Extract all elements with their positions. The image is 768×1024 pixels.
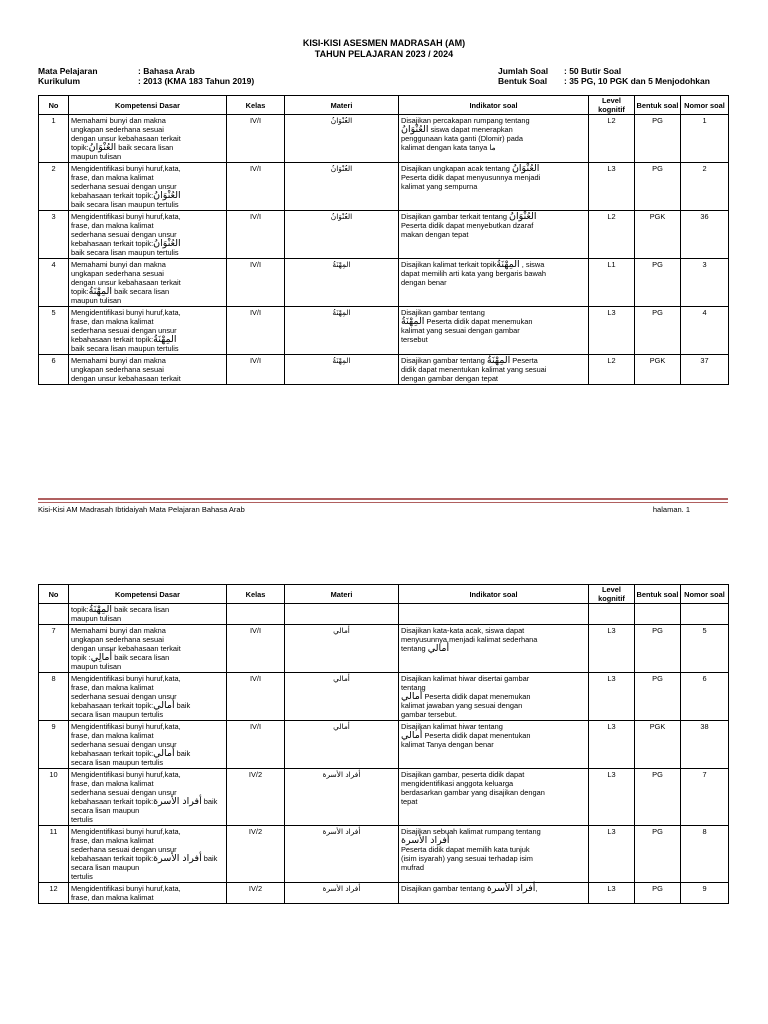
kompetensi-dasar-cell [69, 307, 227, 355]
row-number: 9 [39, 721, 69, 769]
indikator-text-end: Peserta didik dapat menyebutkan dzaraf makan dengan tepat [401, 221, 534, 239]
indikator-text: Disajikan gambar, peserta didik dapat mengidentifikasi anggota keluarga berdasarkan gambar yang disajikan dengan tepat [401, 770, 545, 806]
kelas-cell: IV/2 [227, 769, 285, 826]
level-cell: L2 [589, 115, 635, 163]
footer-rule-thin [38, 502, 728, 503]
jumlah-label: Jumlah Soal [498, 66, 549, 76]
indikator-cell [399, 355, 589, 385]
table-row [39, 625, 729, 673]
table-row [39, 211, 729, 259]
indikator-text-end: , [535, 884, 538, 893]
bentuk-cell: PG [635, 625, 681, 673]
kelas-cell: IV/I [227, 721, 285, 769]
level-cell: L3 [589, 625, 635, 673]
kompetensi-dasar-cell [69, 259, 227, 307]
kompetensi-dasar-cell [69, 769, 227, 826]
nomor-cell: 1 [681, 115, 729, 163]
materi-cell: أفراد الأسرة [285, 826, 399, 883]
col-kd-header: Kompetensi Dasar [69, 585, 227, 604]
materi-cell: أمالي [285, 721, 399, 769]
materi-cell: العُنْوَانُ [285, 211, 399, 259]
indikator-text: Disajikan sebuah kalimat rumpang tentang [401, 827, 541, 836]
kelas-cell: IV/I [227, 625, 285, 673]
kd-text: topik: [71, 605, 89, 614]
indikator-text: Disajikan gambar tentang [401, 884, 487, 893]
row-number: 12 [39, 883, 69, 904]
indikator-arabic-topic: أفراد الأسرة [486, 883, 536, 894]
bentuk-cell: PGK [635, 721, 681, 769]
materi-cell: المِهْنَةُ [285, 355, 399, 385]
table-header-row [39, 96, 729, 115]
kelas-cell: IV/2 [227, 826, 285, 883]
nomor-cell [681, 604, 729, 625]
level-cell: L3 [589, 721, 635, 769]
bentuk-cell: PG [635, 115, 681, 163]
indikator-arabic-topic: المِهْنَةُ [486, 355, 511, 366]
mapel-label: Mata Pelajaran [38, 66, 98, 76]
indikator-cell [399, 769, 589, 826]
bentuk-cell: PGK [635, 355, 681, 385]
level-cell: L3 [589, 307, 635, 355]
jumlah-value: : 50 Butir Soal [564, 66, 622, 76]
indikator-text: Disajikan gambar terkait tentang [401, 212, 510, 221]
indikator-arabic-topic: المِهْنَةُ [496, 259, 520, 270]
nomor-cell: 3 [681, 259, 729, 307]
bentuk-cell: PGK [635, 211, 681, 259]
kd-text: Memahami bunyi dan makna ungkapan sederhana sesuai dengan unsur kebahasaan terkait topik: [71, 260, 181, 296]
level-cell: L3 [589, 673, 635, 721]
col-nomor-header: Nomor soal [681, 585, 729, 604]
nomor-cell: 5 [681, 625, 729, 673]
bentuk-label: Bentuk Soal [498, 76, 548, 86]
indikator-text-end: Peserta didik dapat menyusunnya menjadi kalimat yang sempurna [401, 173, 541, 191]
level-cell: L2 [589, 355, 635, 385]
kelas-cell [227, 604, 285, 625]
kompetensi-dasar-cell [69, 211, 227, 259]
kd-text: Mengidentifikasi bunyi huruf,kata, frase, dan makna kalimat sederhana sesuai dengan unsur kebahasaan terkait topik: [71, 827, 181, 863]
kd-tail-text: baik secara lisan maupun tertulis [71, 701, 191, 719]
nomor-cell: 36 [681, 211, 729, 259]
materi-cell: المِهْنَةُ [285, 307, 399, 355]
kd-text: Memahami bunyi dan makna ungkapan sederhana sesuai dengan unsur kebahasaan terkait topik: [71, 116, 181, 152]
indikator-text-end: Peserta didik dapat menemukan kalimat jawaban yang sesuai dengan gambar tersebut. [401, 692, 531, 719]
col-nomor-header: Nomor soal [681, 96, 729, 115]
kd-text: Mengidentifikasi bunyi huruf,kata, frase, dan makna kalimat sederhana sesuai dengan unsur kebahasaan terkait topik: [71, 164, 181, 200]
table-row [39, 307, 729, 355]
indikator-cell [399, 163, 589, 211]
col-kelas-header: Kelas [227, 585, 285, 604]
bentuk-value: : 35 PG, 10 PGK dan 5 Menjodohkan [564, 76, 710, 86]
materi-cell: أمالي [285, 625, 399, 673]
kompetensi-dasar-cell [69, 604, 227, 625]
table-row [39, 163, 729, 211]
kelas-cell: IV/I [227, 673, 285, 721]
col-bentuk-header: Bentuk soal [635, 96, 681, 115]
kd-arabic-topic: المِهْنَةُ [88, 604, 113, 615]
bentuk-cell [635, 604, 681, 625]
level-cell [589, 604, 635, 625]
kd-tail-text: baik secara lisan maupun tertulis [71, 200, 179, 209]
kd-tail-text: baik secara lisan maupun tertulis [71, 797, 218, 824]
row-number: 8 [39, 673, 69, 721]
indikator-text: Disajikan kata-kata acak, siswa dapat menyusunnya menjadi kalimat sederhana tentang [401, 626, 538, 653]
level-cell: L3 [589, 163, 635, 211]
materi-cell: أفراد الأسرة [285, 769, 399, 826]
kd-tail-text: baik secara lisan maupun tulisan [71, 653, 170, 671]
kisi-table-1 [38, 95, 729, 385]
indikator-text: Disajikan percakapan rumpang tentang [401, 116, 530, 125]
meta-right [498, 66, 710, 86]
kd-tail-text: baik secara lisan maupun tertulis [71, 248, 179, 257]
kd-tail-text: baik secara lisan maupun tulisan [71, 287, 170, 305]
kd-tail-text: baik secara lisan maupun tertulis [71, 749, 191, 767]
kd-tail-text: baik secara lisan maupun tertulis [71, 854, 218, 881]
table-header-row [39, 585, 729, 604]
table-row [39, 604, 729, 625]
kd-text: Mengidentifikasi bunyi huruf,kata, frase, dan makna kalimat sederhana sesuai dengan unsur kebahasaan terkait topik: [71, 722, 181, 758]
kd-text: Memahami bunyi dan makna ungkapan sederhana sesuai dengan unsur kebahasaan terkait topik : [71, 626, 181, 662]
kelas-cell: IV/I [227, 163, 285, 211]
indikator-cell [399, 211, 589, 259]
document-title [0, 38, 768, 60]
kd-arabic-topic: أمالي [153, 748, 175, 759]
col-bentuk-header: Bentuk soal [635, 585, 681, 604]
kd-arabic-topic: العُنْوَانُ [153, 238, 181, 249]
kompetensi-dasar-cell [69, 163, 227, 211]
col-kd-header: Kompetensi Dasar [69, 96, 227, 115]
table-row [39, 826, 729, 883]
indikator-text-end: siswa dapat menerapkan penggunaan kata ganti (Dlomir) pada kalimat dengan kata tanya ما [401, 125, 524, 152]
kompetensi-dasar-cell [69, 883, 227, 904]
materi-cell: أفراد الأسرة [285, 883, 399, 904]
col-level-header: Level kognitif [589, 585, 635, 604]
page-footer [38, 498, 728, 514]
indikator-text-end: Peserta didik dapat memilih kata tunjuk (isim isyarah) yang sesuai terhadap isim mufrad [401, 845, 533, 872]
indikator-text: Disajikan ungkapan acak tentang [401, 164, 512, 173]
row-number: 5 [39, 307, 69, 355]
indikator-text: Disajikan gambar tentang [401, 356, 487, 365]
row-number: 7 [39, 625, 69, 673]
level-cell: L3 [589, 826, 635, 883]
kelas-cell: IV/I [227, 355, 285, 385]
kd-text: Mengidentifikasi bunyi huruf,kata, frase, dan makna kalimat sederhana sesuai dengan unsur kebahasaan terkait topik: [71, 770, 181, 806]
kd-arabic-topic: المِهْنَةُ [88, 286, 113, 297]
col-no-header: No [39, 585, 69, 604]
kompetensi-dasar-cell [69, 625, 227, 673]
indikator-arabic-topic: المِهْنَةُ [401, 316, 425, 327]
row-number: 3 [39, 211, 69, 259]
col-level-header: Level kognitif [589, 96, 635, 115]
kelas-cell: IV/I [227, 259, 285, 307]
kompetensi-dasar-cell [69, 826, 227, 883]
nomor-cell: 9 [681, 883, 729, 904]
level-cell: L3 [589, 769, 635, 826]
indikator-arabic-topic: العُنْوَانُ [509, 211, 537, 222]
kd-tail-text: baik secara lisan maupun tulisan [71, 605, 170, 623]
indikator-arabic-topic: العُنْوَانُ [401, 124, 429, 135]
row-number: 10 [39, 769, 69, 826]
kd-text: Mengidentifikasi bunyi huruf,kata, frase, dan makna kalimat sederhana sesuai dengan unsur kebahasaan terkait topik: [71, 674, 181, 710]
level-cell: L3 [589, 883, 635, 904]
indikator-cell [399, 625, 589, 673]
row-number: 6 [39, 355, 69, 385]
kurikulum-label: Kurikulum [38, 76, 81, 86]
kd-text: Memahami bunyi dan makna ungkapan sederhana sesuai dengan unsur kebahasaan terkait [71, 356, 181, 383]
row-number: 1 [39, 115, 69, 163]
table-row [39, 355, 729, 385]
col-materi-header: Materi [285, 96, 399, 115]
title-line-1: KISI-KISI ASESMEN MADRASAH (AM) [302, 38, 466, 48]
kd-arabic-topic: أَمالِي [90, 652, 113, 663]
kisi-table-2 [38, 584, 729, 904]
indikator-text: Disajikan kalimat hiwar disertai gambar tentang [401, 674, 530, 692]
row-number: 11 [39, 826, 69, 883]
kompetensi-dasar-cell [69, 673, 227, 721]
title-line-2: TAHUN PELAJARAN 2023 / 2024 [314, 49, 454, 59]
indikator-text-end: Peserta didik dapat menentukan kalimat Tanya dengan benar [401, 731, 531, 749]
table-row [39, 721, 729, 769]
bentuk-cell: PG [635, 673, 681, 721]
level-cell: L1 [589, 259, 635, 307]
bentuk-cell: PG [635, 826, 681, 883]
footer-page-number: halaman. 1 [652, 505, 690, 514]
nomor-cell: 38 [681, 721, 729, 769]
kompetensi-dasar-cell [69, 721, 227, 769]
indikator-cell [399, 673, 589, 721]
kelas-cell: IV/I [227, 211, 285, 259]
bentuk-cell: PG [635, 769, 681, 826]
row-number: 2 [39, 163, 69, 211]
nomor-cell: 2 [681, 163, 729, 211]
meta-left [38, 66, 254, 86]
kelas-cell: IV/I [227, 307, 285, 355]
table-row [39, 673, 729, 721]
indikator-arabic-topic: أمالي [401, 730, 423, 741]
table-row [39, 115, 729, 163]
bentuk-cell: PG [635, 307, 681, 355]
level-cell: L2 [589, 211, 635, 259]
col-indikator-header: Indikator soal [399, 96, 589, 115]
kd-text: Mengidentifikasi bunyi huruf,kata, frase, dan makna kalimat sederhana sesuai dengan unsur kebahasaan terkait topik: [71, 212, 181, 248]
col-no-header: No [39, 96, 69, 115]
kelas-cell: IV/2 [227, 883, 285, 904]
materi-cell: المِهْنَةُ [285, 259, 399, 307]
row-number [39, 604, 69, 625]
kd-arabic-topic: أفراد الأسرة [153, 796, 202, 807]
materi-cell: العُنْوَانُ [285, 163, 399, 211]
indikator-cell [399, 115, 589, 163]
indikator-text: Disajikan gambar tentang [401, 308, 485, 317]
indikator-text-end: Peserta didik dapat menentukan kalimat yang sesuai dengan gambar dengan tepat [401, 356, 547, 383]
nomor-cell: 7 [681, 769, 729, 826]
kompetensi-dasar-cell [69, 355, 227, 385]
kelas-cell: IV/I [227, 115, 285, 163]
indikator-text-end: Peserta didik dapat menemukan kalimat yang sesuai dengan gambar tersebut [401, 317, 533, 344]
indikator-cell [399, 259, 589, 307]
bentuk-cell: PG [635, 163, 681, 211]
nomor-cell: 37 [681, 355, 729, 385]
bentuk-cell: PG [635, 883, 681, 904]
kompetensi-dasar-cell [69, 115, 227, 163]
footer-rule [38, 498, 728, 500]
nomor-cell: 8 [681, 826, 729, 883]
indikator-arabic-topic: أفراد الأسرة [401, 835, 450, 846]
kd-arabic-topic: العُنْوَانُ [88, 142, 117, 153]
kd-tail-text: baik secara lisan maupun tertulis [71, 344, 179, 353]
indikator-cell [399, 883, 589, 904]
indikator-text: Disajikan kalimat hiwar tentang [401, 722, 503, 731]
kd-tail-text: baik secara lisan maupun tulisan [71, 143, 174, 161]
materi-cell: العُنْوَانُ [285, 115, 399, 163]
indikator-arabic-topic: العُنْوَانُ [511, 163, 540, 174]
nomor-cell: 4 [681, 307, 729, 355]
kd-arabic-topic: المِهْنَةُ [153, 334, 177, 345]
indikator-cell [399, 721, 589, 769]
indikator-cell [399, 604, 589, 625]
indikator-text: Disajikan kalimat terkait topik [401, 260, 497, 269]
indikator-text-end: , siswa dapat memilih arti kata yang bergaris bawah dengan benar [401, 260, 547, 287]
table-row [39, 883, 729, 904]
indikator-arabic-topic: أمالي [401, 691, 423, 702]
document-page-2 [0, 580, 768, 1024]
kd-text: Mengidentifikasi bunyi huruf,kata, frase, dan makna kalimat sederhana sesuai dengan unsur kebahasaan terkait topik: [71, 308, 181, 344]
bentuk-cell: PG [635, 259, 681, 307]
materi-cell: أمالي [285, 673, 399, 721]
table-row [39, 259, 729, 307]
materi-cell [285, 604, 399, 625]
col-kelas-header: Kelas [227, 96, 285, 115]
kd-text: Mengidentifikasi bunyi huruf,kata, frase, dan makna kalimat [71, 884, 181, 902]
kd-arabic-topic: أفراد الأسرة [153, 853, 202, 864]
kurikulum-value: : 2013 (KMA 183 Tahun 2019) [138, 76, 255, 86]
col-indikator-header: Indikator soal [399, 585, 589, 604]
col-materi-header: Materi [285, 585, 399, 604]
kd-arabic-topic: أمالي [153, 700, 175, 711]
footer-left-text: Kisi-Kisi AM Madrasah Ibtidaiyah Mata Pelajaran Bahasa Arab [38, 505, 245, 514]
indikator-arabic-topic: أمالي [427, 643, 450, 654]
nomor-cell: 6 [681, 673, 729, 721]
indikator-cell [399, 826, 589, 883]
indikator-cell [399, 307, 589, 355]
kd-arabic-topic: العُنْوَانُ [153, 190, 181, 201]
row-number: 4 [39, 259, 69, 307]
table-row [39, 769, 729, 826]
mapel-value: : Bahasa Arab [138, 66, 195, 76]
